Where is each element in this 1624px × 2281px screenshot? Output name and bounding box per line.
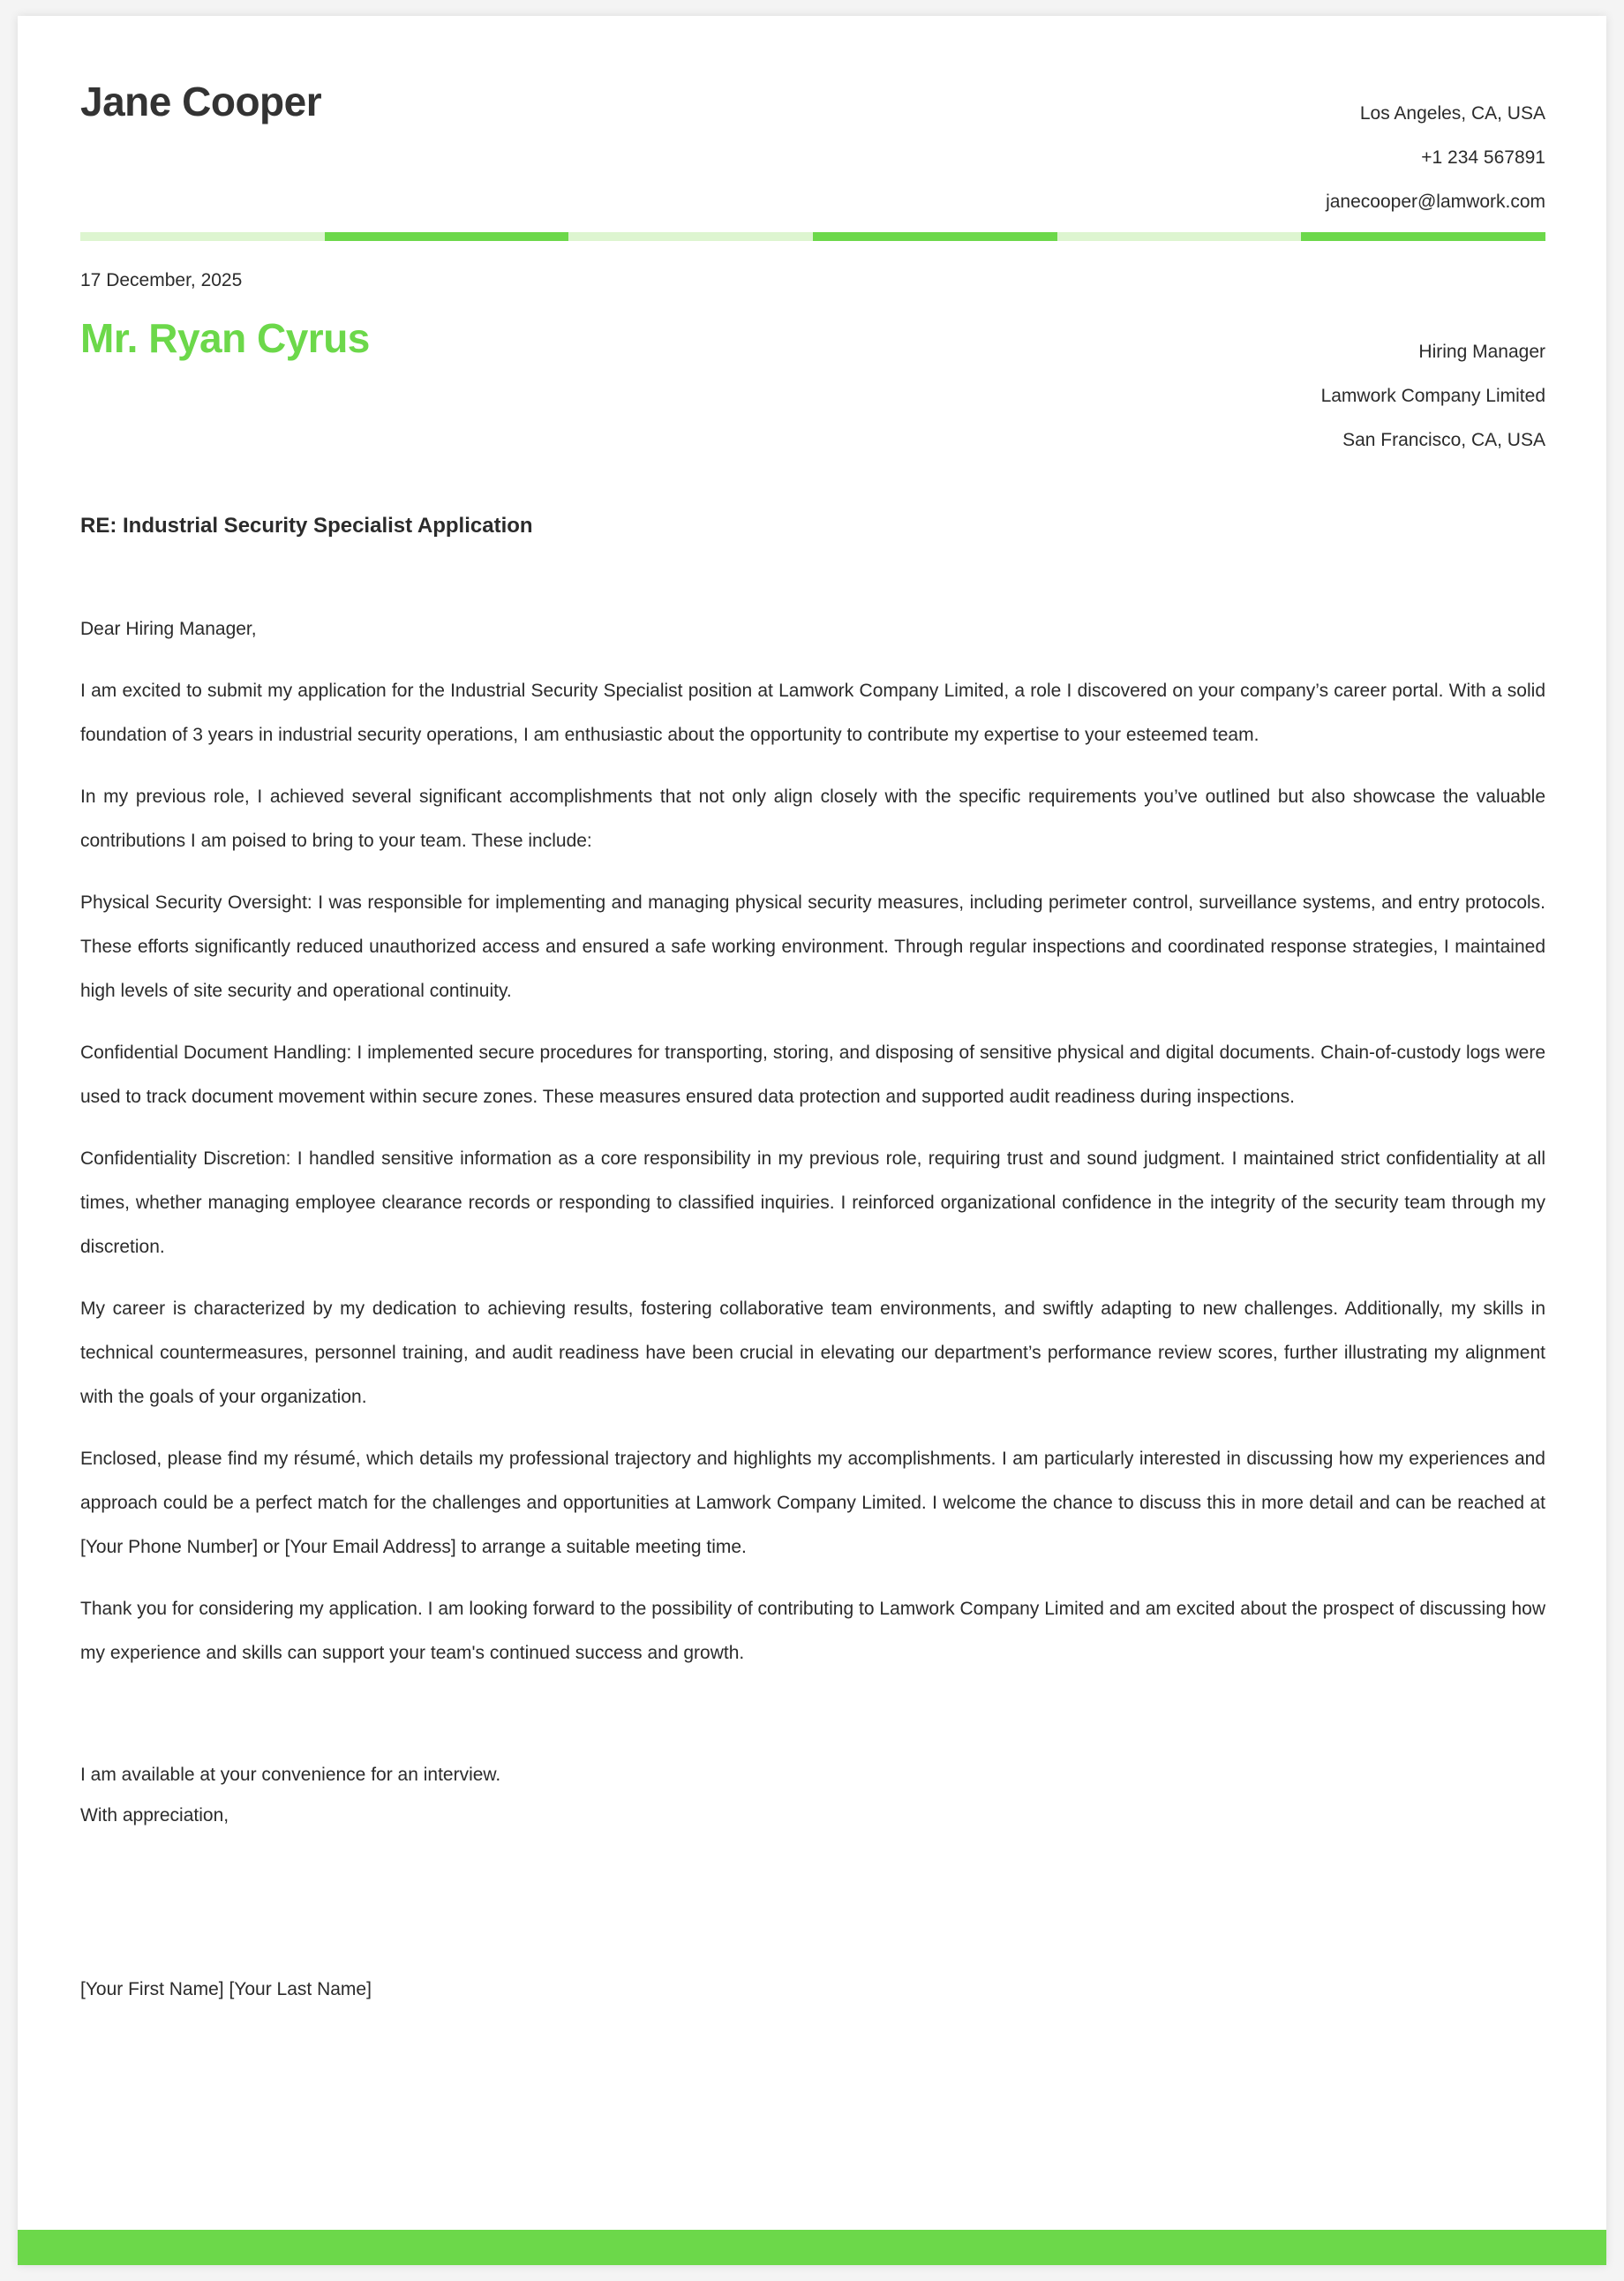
divider-segment xyxy=(1301,232,1545,241)
divider-segment xyxy=(80,232,325,241)
availability-line: I am available at your convenience for an interview. xyxy=(80,1765,501,1785)
divider-segment xyxy=(1057,232,1302,241)
recipient-company: Lamwork Company Limited xyxy=(1320,386,1545,406)
salutation: Dear Hiring Manager, xyxy=(80,619,257,639)
body-paragraph: Confidential Document Handling: I implemented secure procedures for transporting, storing, and disposing of sensitive physical and digital documents. Chain-of-custody logs were used to track document movement within secure zones. These measures ensured data protection and supported audit readiness during inspections. xyxy=(80,1043,1545,1107)
body-paragraph: Enclosed, please find my résumé, which details my professional trajectory and highlights my accomplishments. I am particularly interested in discussing how my experiences and approach could be a perfect match for the challenges and opportunities at Lamwork Company Limited. I welcome the chance to discuss this in more detail and can be reached at [Your Phone Number] or [Your Email Address] to arrange a suitable meeting time. xyxy=(80,1449,1545,1557)
header-divider xyxy=(80,232,1545,241)
divider-segment xyxy=(325,232,569,241)
body-paragraph: Physical Security Oversight: I was responsible for implementing and managing physical security measures, including perimeter control, surveillance systems, and entry protocols. These efforts significantly reduced unauthorized access and ensured a safe working environment. Through regular inspections and coordinated response strategies, I maintained high levels of site security and operational continuity. xyxy=(80,892,1545,1001)
sender-contact xyxy=(1326,92,1545,224)
divider-segment xyxy=(813,232,1057,241)
recipient-title: Hiring Manager xyxy=(1418,342,1545,362)
letter-body xyxy=(80,607,1545,1693)
letter-page xyxy=(18,16,1606,2265)
footer-bar xyxy=(18,2230,1606,2265)
divider-segment xyxy=(568,232,813,241)
letter-subject: RE: Industrial Security Specialist Application xyxy=(80,514,533,538)
body-paragraph: Confidentiality Discretion: I handled sensitive information as a core responsibility in my previous role, requiring trust and sound judgment. I maintained strict confidentiality at all times, whether managing employee clearance records or responding to classified inquiries. I reinforced organizational confidence in the integrity of the security team through my discretion. xyxy=(80,1148,1545,1257)
signature-name: [Your First Name] [Your Last Name] xyxy=(80,1979,372,1999)
body-paragraph: Thank you for considering my application. I am looking forward to the possibility of contributing to Lamwork Company Limited and am excited about the prospect of discussing how my experience and skills can support your team's continued success and growth. xyxy=(80,1599,1545,1663)
recipient-location: San Francisco, CA, USA xyxy=(1342,430,1545,450)
sender-email: janecooper@lamwork.com xyxy=(1326,192,1545,212)
letter-date: 17 December, 2025 xyxy=(80,270,243,290)
sender-location: Los Angeles, CA, USA xyxy=(1359,103,1545,124)
sender-phone: +1 234 567891 xyxy=(1421,147,1545,168)
signoff: With appreciation, xyxy=(80,1805,229,1826)
recipient-details xyxy=(1321,330,1545,463)
body-paragraph: In my previous role, I achieved several significant accomplishments that not only align closely with the specific requirements you’ve outlined but also showcase the valuable contributions I am poised to bring to your team. These include: xyxy=(80,787,1545,851)
sender-name: Jane Cooper xyxy=(80,79,322,124)
letter-closing xyxy=(80,1755,500,1836)
body-paragraph: I am excited to submit my application for the Industrial Security Specialist position at Lamwork Company Limited, a role I discovered on your company’s career portal. With a solid foundation of 3 years in industrial security operations, I am enthusiastic about the opportunity to contribute my expertise to your esteemed team. xyxy=(80,681,1545,745)
recipient-name: Mr. Ryan Cyrus xyxy=(80,315,370,361)
body-paragraph: My career is characterized by my dedication to achieving results, fostering collaborative team environments, and swiftly adapting to new challenges. Additionally, my skills in technical countermeasures, personnel training, and audit readiness have been crucial in elevating our department’s performance review scores, further illustrating my alignment with the goals of your organization. xyxy=(80,1299,1545,1407)
